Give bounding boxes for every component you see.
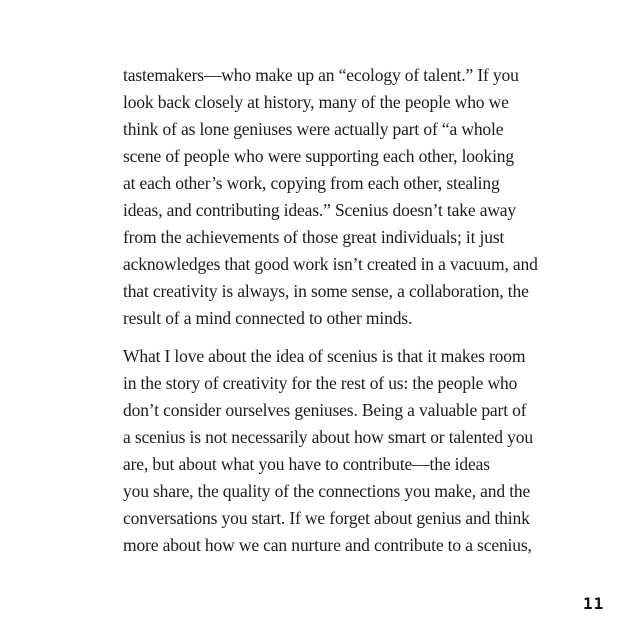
text-line: acknowledges that good work isn’t created in a vacuum, and [123,254,538,274]
text-line: don’t consider ourselves geniuses. Being a valuable part of [123,400,527,420]
text-line: at each other’s work, copying from each other, stealing [123,173,500,193]
text-line: What I love about the idea of scenius is that it makes room [123,346,526,366]
text-line: tastemakers—who make up an “ecology of talent.” If you [123,65,519,85]
text-line: look back closely at history, many of the people who we [123,92,509,112]
paragraph-2 [123,343,533,559]
text-line: conversations you start. If we forget about genius and think [123,508,530,528]
text-line: scene of people who were supporting each other, looking [123,146,514,166]
page-text [123,62,538,559]
text-line: result of a mind connected to other minds. [123,308,413,328]
page-number: 11 [583,594,605,613]
paragraph-1 [123,62,538,332]
text-line: that creativity is always, in some sense, a collaboration, the [123,281,529,301]
text-line: a scenius is not necessarily about how smart or talented you [123,427,533,447]
text-line: more about how we can nurture and contribute to a scenius, [123,535,532,555]
text-line: are, but about what you have to contribute—the ideas [123,454,490,474]
text-line: you share, the quality of the connections you make, and the [123,481,531,501]
text-line: ideas, and contributing ideas.” Scenius doesn’t take away [123,200,517,220]
text-line: in the story of creativity for the rest of us: the people who [123,373,518,393]
text-line: think of as lone geniuses were actually part of “a whole [123,119,504,139]
text-line: from the achievements of those great individuals; it just [123,227,505,247]
